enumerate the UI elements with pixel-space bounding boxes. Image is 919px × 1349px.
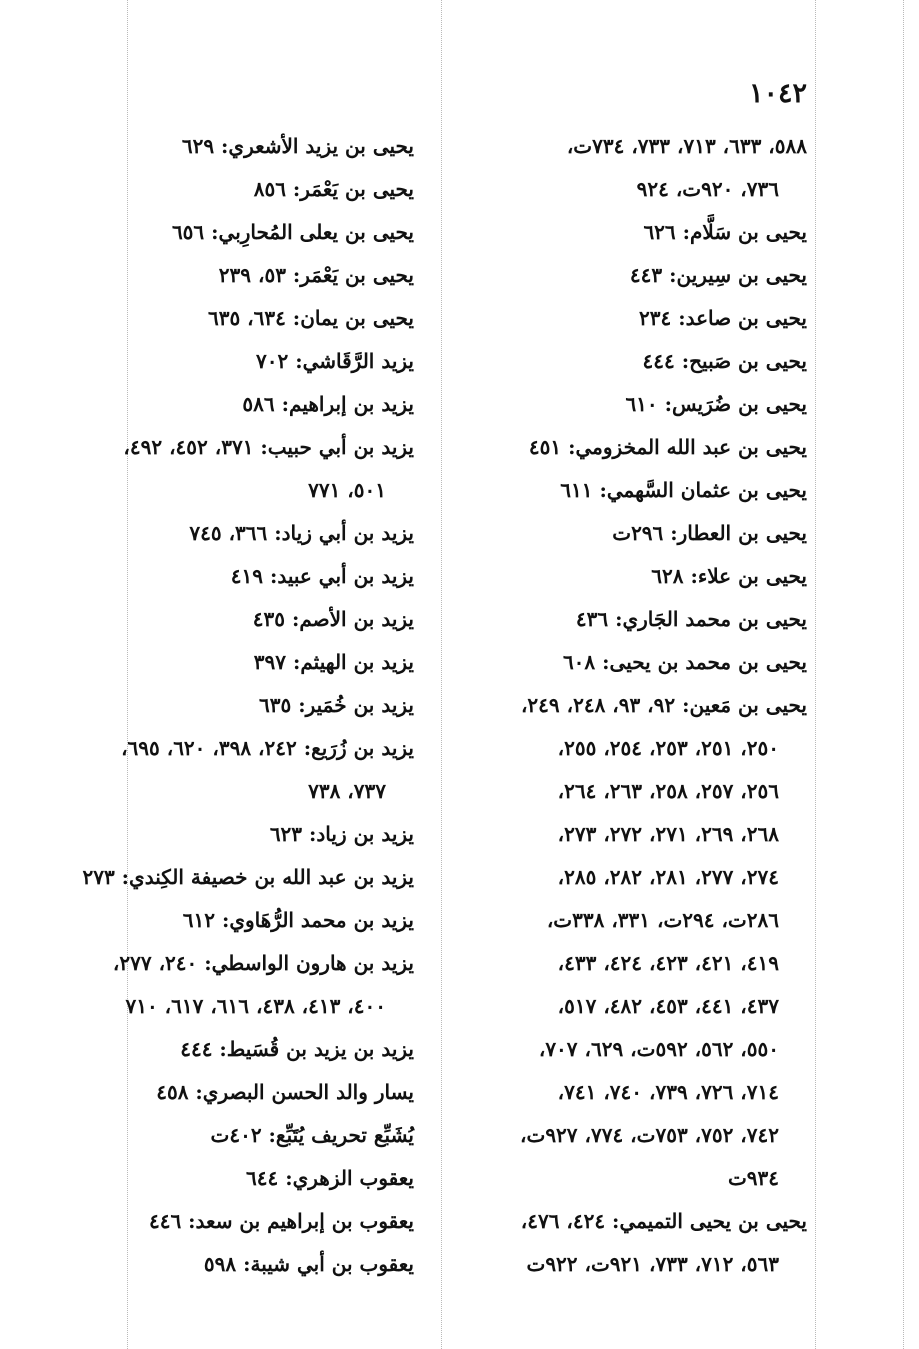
index-entry [49,1114,414,1157]
entry-continuation-line: ٧١٤، ٧٢٦، ٧٣٩، ٧٤٠، ٧٤١، [557,1080,779,1104]
entry-line: يزيد بن الهيثم: ٣٩٧ [253,650,414,674]
index-entry [457,684,807,1200]
index-entry [49,555,414,598]
entry-continuation-line: ٥٥٠، ٥٦٢، ٥٩٢ت، ٦٢٩، ٧٠٧، [538,1037,779,1061]
entry-continuation-line: ٤٠٠، ٤١٣، ٤٣٨، ٦١٦، ٦١٧، ٧١٠ [125,994,386,1018]
entry-line: يزيد بن إبراهيم: ٥٨٦ [242,392,414,416]
index-entry [457,254,807,297]
entry-line: يزيد الرَّقَاشي: ٧٠٢ [256,349,414,373]
entry-line: يحيى بن العطار: ٢٩٦ت [612,521,807,545]
entry-line: يزيد بن يزيد بن قُسَيط: ٤٤٤ [180,1037,414,1061]
entry-line: يعقوب بن إبراهيم بن سعد: ٤٤٦ [148,1209,414,1233]
entry-line: يحيى بن سِيرين: ٤٤٣ [629,263,807,287]
index-entry [49,813,414,856]
entry-continuation-line: ٢٥٠، ٢٥١، ٢٥٣، ٢٥٤، ٢٥٥، [557,736,779,760]
entry-continuation-line: ٧٤٢، ٧٥٢، ٧٥٣ت، ٧٧٤، ٩٢٧ت، [520,1123,779,1147]
entry-line: ٥٨٨، ٦٣٣، ٧١٣، ٧٣٣، ٧٣٤ت، [566,134,807,158]
entry-line: يحيى بن يمان: ٦٣٤، ٦٣٥ [207,306,414,330]
entry-continuation-line: ٤١٩، ٤٢١، ٤٢٣، ٤٢٤، ٤٣٣، [557,951,779,975]
entry-line: يزيد بن هارون الواسطي: ٢٤٠، ٢٧٧، [112,951,414,975]
index-entry [457,340,807,383]
index-entry [457,211,807,254]
index-entry [49,512,414,555]
entry-line: يحيى بن عبد الله المخزومي: ٤٥١ [528,435,807,459]
entry-continuation-line: ٥٦٣، ٧١٢، ٧٣٣، ٩٢١ت، ٩٢٢ت [526,1252,779,1276]
entry-continuation-line: ٥٠١، ٧٧١ [308,478,386,502]
entry-continuation-line: ٧٣٦، ٩٢٠ت، ٩٢٤ [636,177,779,201]
index-entry [49,727,414,813]
index-entry [457,383,807,426]
index-entry [49,211,414,254]
entry-line: يحيى بن صاعد: ٢٣٤ [639,306,807,330]
index-entry [49,297,414,340]
entry-line: يزيد بن محمد الرُّهَاوي: ٦١٢ [182,908,414,932]
index-entry [457,125,807,211]
index-entry [49,598,414,641]
index-entry [49,168,414,211]
index-entry [49,641,414,684]
entry-line: يسار والد الحسن البصري: ٤٥٨ [156,1080,414,1104]
index-entry [457,512,807,555]
index-entry [49,684,414,727]
entry-line: يزيد بن أبي زياد: ٣٦٦، ٧٤٥ [189,521,414,545]
entry-continuation-line: ٤٣٧، ٤٤١، ٤٥٣، ٤٨٢، ٥١٧، [557,994,779,1018]
index-entry [49,340,414,383]
entry-line: يحيى بن ضُرَيس: ٦١٠ [625,392,807,416]
entry-line: يحيى بن محمد بن يحيى: ٦٠٨ [562,650,807,674]
entry-line: يحيى بن سَلَّام: ٦٢٦ [643,220,807,244]
entry-line: يعقوب بن أبي شيبة: ٥٩٨ [203,1252,414,1276]
index-entry [49,1028,414,1071]
entry-line: يزيد بن عبد الله بن خصيفة الكِندي: ٢٧٣ [82,865,414,889]
index-entry [457,1200,807,1286]
entry-line: يحيى بن يحيى التميمي: ٤٢٤، ٤٧٦، [520,1209,807,1233]
scan-margin-line [441,0,442,1349]
entry-continuation-line: ٢٥٦، ٢٥٧، ٢٥٨، ٢٦٣، ٢٦٤، [557,779,779,803]
entry-line: يحيى بن محمد الجَاري: ٤٣٦ [575,607,807,631]
index-entry [457,555,807,598]
index-entry [49,1200,414,1243]
index-entry [49,1071,414,1114]
entry-line: يُشَبِّع تحريف يُتَبِّع: ٤٠٢ت [210,1123,414,1147]
scan-margin-line [903,0,904,1349]
index-column-right [457,125,807,1286]
index-entry [49,383,414,426]
entry-continuation-line: ٧٣٧، ٧٣٨ [308,779,386,803]
index-entry [49,899,414,942]
index-entry [49,856,414,899]
entry-line: يحيى بن علاء: ٦٢٨ [651,564,807,588]
entry-continuation-line: ٢٨٦ت، ٢٩٤ت، ٣٣١، ٣٣٨ت، [546,908,779,932]
entry-line: يحيى بن يزيد الأشعري: ٦٢٩ [181,134,414,158]
index-entry [457,641,807,684]
page-number: ١٠٤٢ [748,78,807,109]
entry-line: يحيى بن يَعْمَر: ٥٣، ٢٣٩ [218,263,414,287]
index-entry [457,469,807,512]
entry-line: يحيى بن عثمان السَّهمي: ٦١١ [560,478,807,502]
entry-line: يحيى بن صَبيح: ٤٤٤ [642,349,807,373]
index-entry [457,426,807,469]
index-entry [49,426,414,512]
entry-line: يزيد بن زياد: ٦٢٣ [269,822,414,846]
index-entry [49,125,414,168]
entry-line: يزيد بن أبي حبيب: ٣٧١، ٤٥٢، ٤٩٢، [123,435,414,459]
entry-line: يعقوب الزهري: ٦٤٤ [246,1166,414,1190]
entry-continuation-line: ٩٣٤ت [727,1166,779,1190]
index-entry [49,1243,414,1286]
entry-line: يزيد بن الأصم: ٤٣٥ [252,607,414,631]
index-entry [457,598,807,641]
entry-line: يزيد بن خُمَير: ٦٣٥ [259,693,414,717]
index-entry [49,942,414,1028]
entry-line: يزيد بن زُرَيع: ٢٤٢، ٣٩٨، ٦٢٠، ٦٩٥، [121,736,414,760]
entry-continuation-line: ٢٦٨، ٢٦٩، ٢٧١، ٢٧٢، ٢٧٣، [557,822,779,846]
entry-line: يحيى بن يَعْمَر: ٨٥٦ [253,177,414,201]
scan-margin-line [815,0,816,1349]
entry-line: يحيى بن يعلى المُحارِبي: ٦٥٦ [171,220,414,244]
index-column-left [49,125,414,1286]
index-entry [49,1157,414,1200]
index-entry [457,297,807,340]
entry-line: يزيد بن أبي عبيد: ٤١٩ [230,564,414,588]
entry-continuation-line: ٢٧٤، ٢٧٧، ٢٨١، ٢٨٢، ٢٨٥، [557,865,779,889]
index-entry [49,254,414,297]
entry-line: يحيى بن مَعين: ٩٢، ٩٣، ٢٤٨، ٢٤٩، [520,693,807,717]
